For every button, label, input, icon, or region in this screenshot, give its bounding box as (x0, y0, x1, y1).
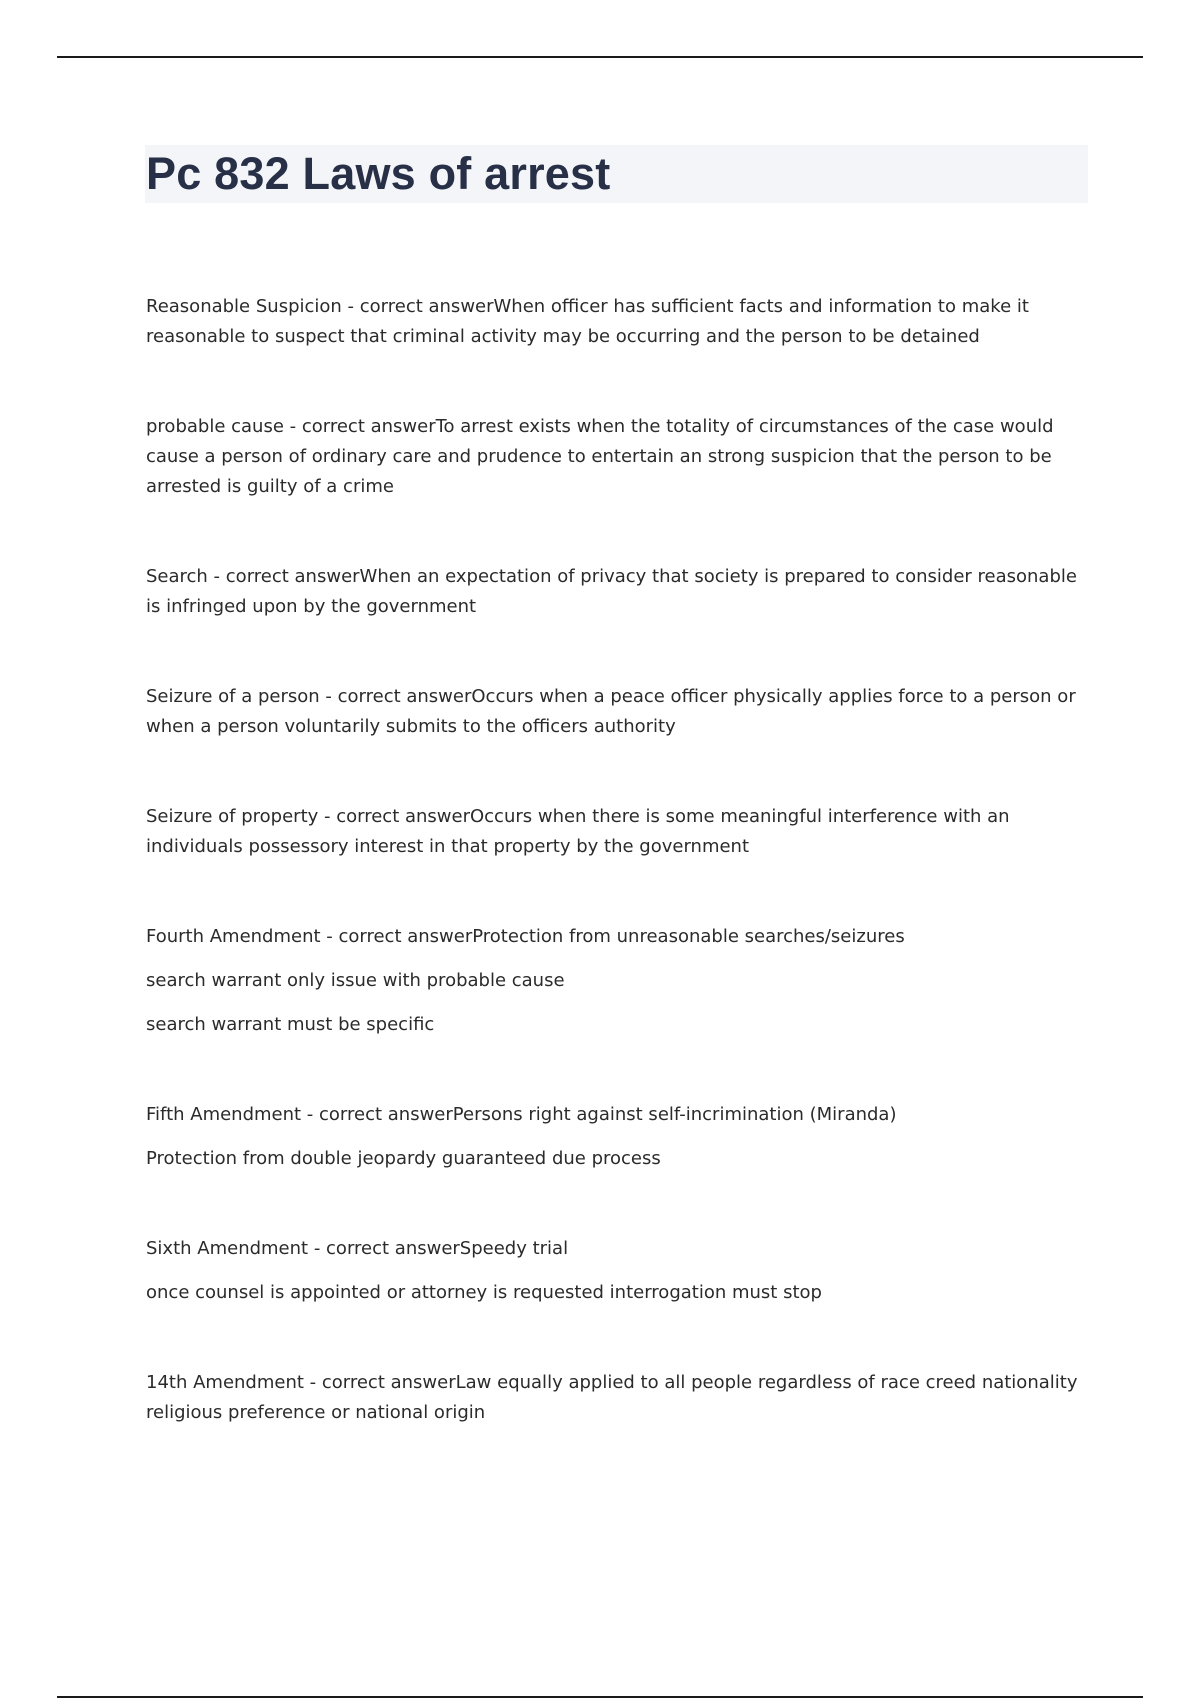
entry-text: Sixth Amendment - correct answerSpeedy trial (146, 1238, 569, 1259)
entry-text: search warrant only issue with probable cause (146, 970, 565, 991)
entry-fifth-amendment (146, 1100, 1096, 1174)
entry-text: Reasonable Suspicion - correct answerWhen officer has sufficient facts and information to make it reasonable to suspect that criminal activity may be occurring and the person to be detained (146, 296, 1029, 347)
entry-text: Seizure of a person - correct answerOccurs when a peace officer physically applies force to a person or when a person voluntarily submits to the officers authority (146, 686, 1076, 737)
entry-fourteenth-amendment (146, 1368, 1096, 1428)
top-rule (57, 56, 1143, 58)
entry-text: probable cause - correct answerTo arrest exists when the totality of circumstances of the case would cause a person of ordinary care and prudence to entertain an strong suspicion that the person to be arrested is guilty of a crime (146, 416, 1054, 497)
bottom-rule (57, 1696, 1143, 1698)
entry-text: 14th Amendment - correct answerLaw equally applied to all people regardless of race creed nationality religious preference or national origin (146, 1372, 1078, 1423)
entry-probable-cause (146, 412, 1096, 502)
entry-text: Search - correct answerWhen an expectation of privacy that society is prepared to consider reasonable is infringed upon by the government (146, 566, 1077, 617)
entry-text: Fifth Amendment - correct answerPersons right against self-incrimination (Miranda) (146, 1104, 897, 1125)
entry-text: once counsel is appointed or attorney is requested interrogation must stop (146, 1282, 822, 1303)
entry-fourth-amendment (146, 922, 1096, 1040)
flashcard-list (146, 292, 1096, 1488)
entry-text: Protection from double jeopardy guaranteed due process (146, 1148, 661, 1169)
entry-reasonable-suspicion (146, 292, 1096, 352)
entry-search (146, 562, 1096, 622)
entry-sixth-amendment (146, 1234, 1096, 1308)
entry-seizure-of-property (146, 802, 1096, 862)
entry-text: Seizure of property - correct answerOccurs when there is some meaningful interference with an individuals possessory interest in that property by the government (146, 806, 1010, 857)
document-title: Pc 832 Laws of arrest (146, 148, 611, 199)
entry-seizure-of-person (146, 682, 1096, 742)
entry-text: Fourth Amendment - correct answerProtection from unreasonable searches/seizures (146, 926, 905, 947)
entry-text: search warrant must be specific (146, 1014, 435, 1035)
